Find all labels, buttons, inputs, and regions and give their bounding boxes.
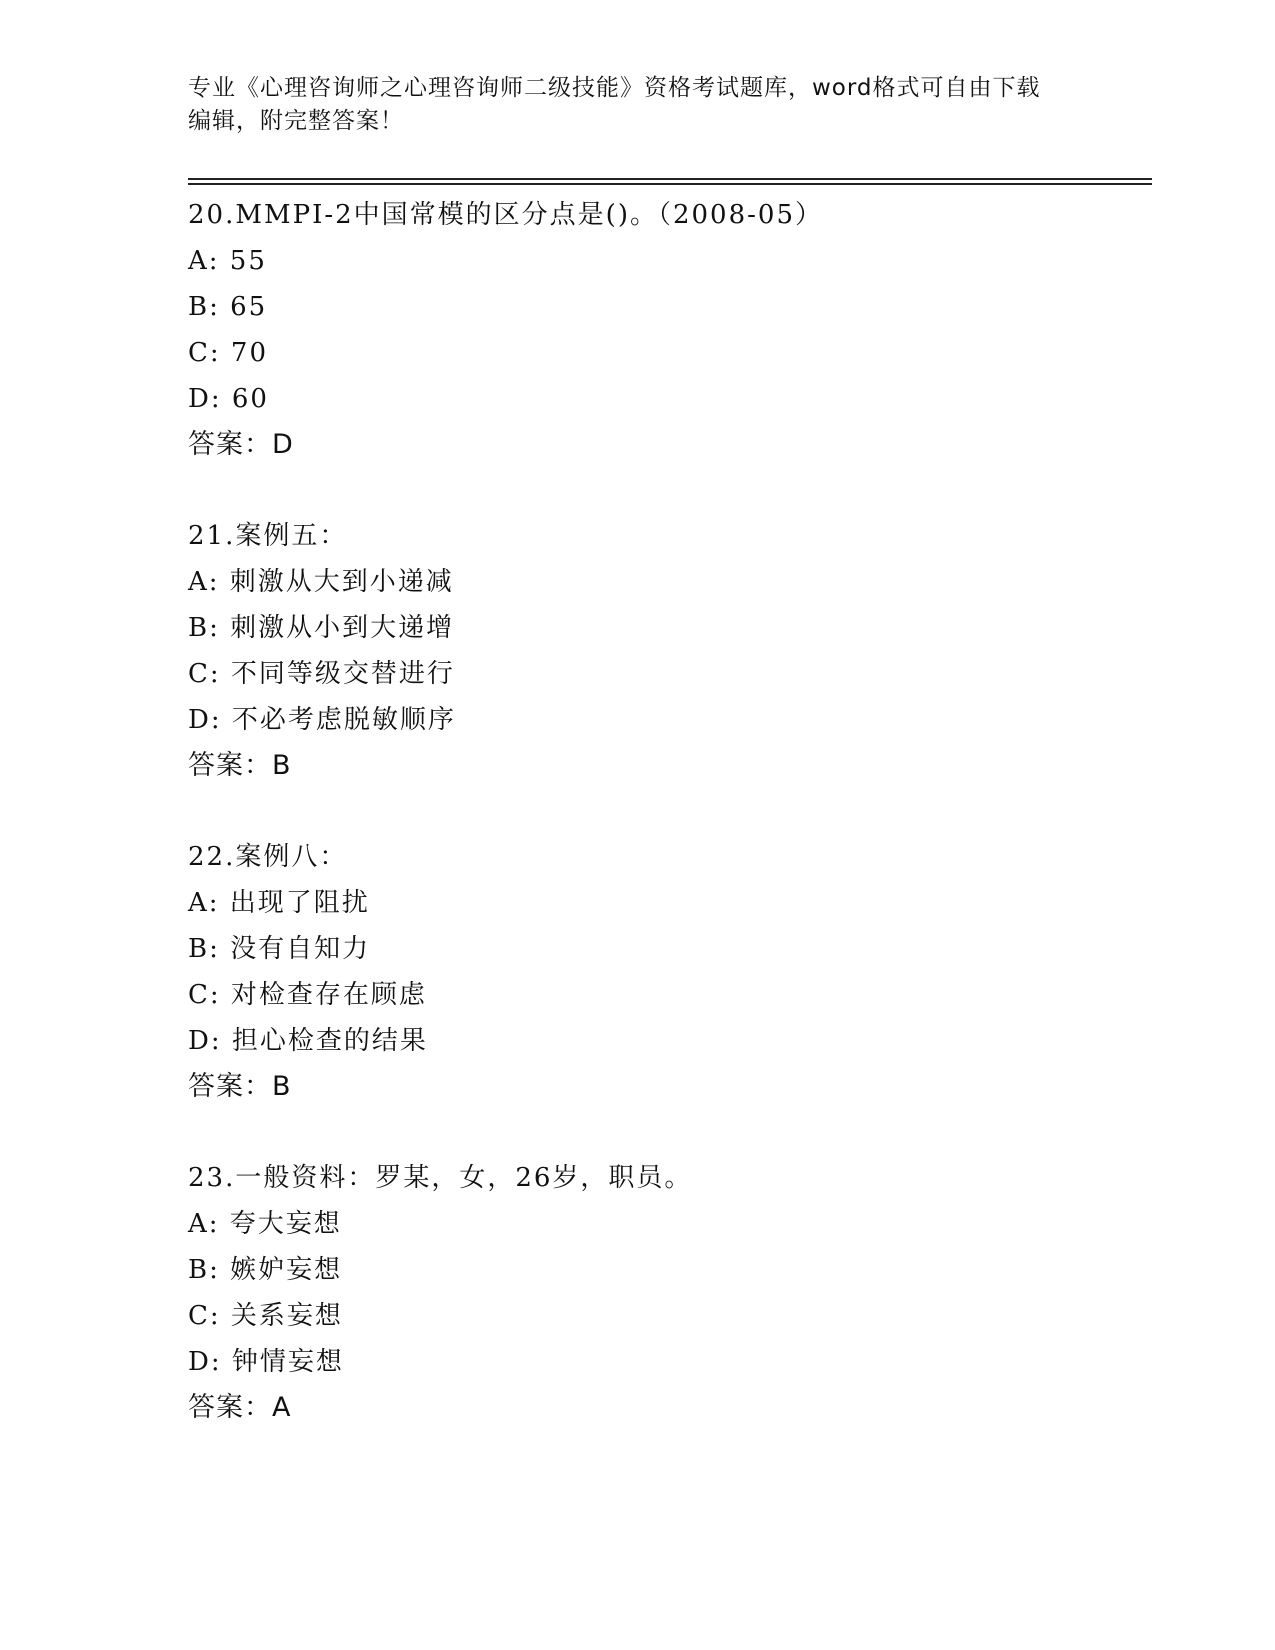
header-divider-bottom bbox=[188, 183, 1152, 185]
option-c: C: 关系妄想 bbox=[188, 1301, 343, 1331]
option-c: C: 对检查存在顾虑 bbox=[188, 980, 427, 1010]
option-b: B: 嫉妒妄想 bbox=[188, 1255, 343, 1285]
question-20 bbox=[188, 192, 1152, 468]
option-c: C: 不同等级交替进行 bbox=[188, 659, 455, 689]
option-d: D: 担心检查的结果 bbox=[188, 1026, 428, 1056]
question-stem: 22.案例八： bbox=[188, 842, 348, 872]
option-d: D: 60 bbox=[188, 384, 269, 414]
question-list bbox=[188, 192, 1152, 1476]
option-d: D: 不必考虑脱敏顺序 bbox=[188, 705, 456, 735]
question-stem: 21.案例五： bbox=[188, 521, 348, 551]
option-b: B: 刺激从小到大递增 bbox=[188, 613, 455, 643]
question-23 bbox=[188, 1155, 1152, 1431]
answer-line: 答案：B bbox=[188, 750, 292, 781]
document-header bbox=[188, 72, 1088, 138]
answer-line: 答案：D bbox=[188, 429, 294, 460]
option-a: A: 刺激从大到小递减 bbox=[188, 567, 454, 597]
question-stem: 23.一般资料：罗某，女，26岁，职员。 bbox=[188, 1163, 693, 1193]
option-b: B: 没有自知力 bbox=[188, 934, 371, 964]
answer-line: 答案：B bbox=[188, 1071, 292, 1102]
header-divider-top bbox=[188, 178, 1152, 180]
question-stem: 20.MMPI-2中国常模的区分点是()。（2008-05） bbox=[188, 200, 824, 230]
answer-line: 答案：A bbox=[188, 1392, 292, 1423]
header-line-1: 专业《心理咨询师之心理咨询师二级技能》资格考试题库，word格式可自由下载 bbox=[188, 75, 1041, 101]
option-a: A: 夸大妄想 bbox=[188, 1209, 342, 1239]
header-line-2: 编辑，附完整答案！ bbox=[188, 108, 404, 134]
option-c: C: 70 bbox=[188, 338, 269, 368]
option-d: D: 钟情妄想 bbox=[188, 1347, 344, 1377]
question-21 bbox=[188, 513, 1152, 789]
option-b: B: 65 bbox=[188, 292, 268, 322]
question-22 bbox=[188, 834, 1152, 1110]
option-a: A: 55 bbox=[188, 246, 267, 276]
option-a: A: 出现了阻扰 bbox=[188, 888, 370, 918]
